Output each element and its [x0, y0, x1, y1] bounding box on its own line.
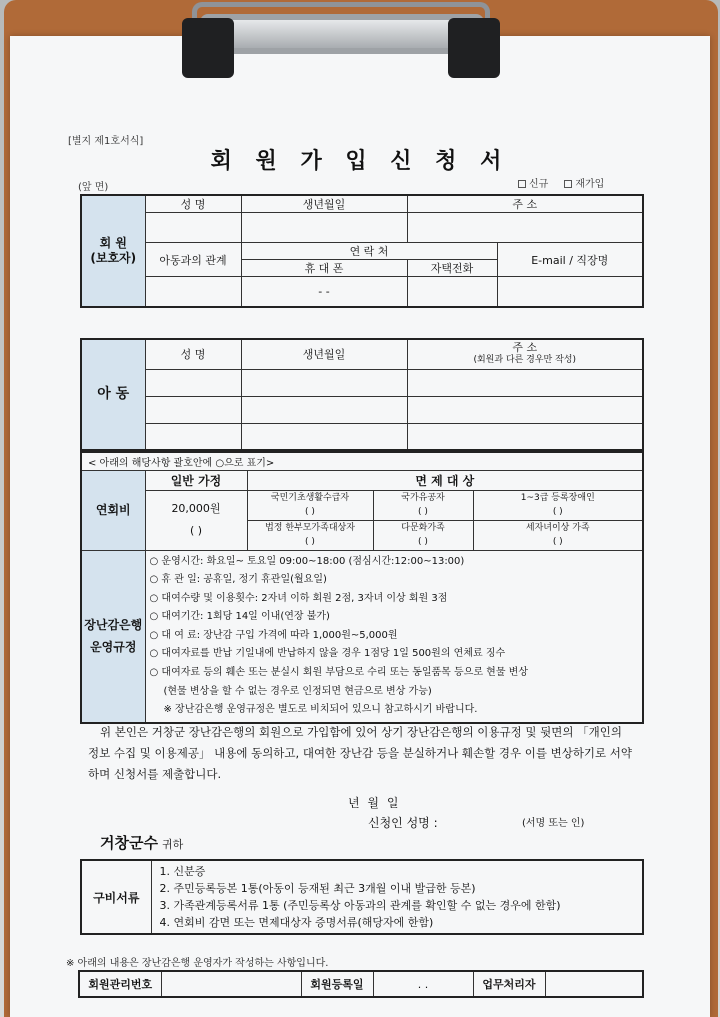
member-no-label: 회원관리번호: [79, 971, 161, 997]
child-name-field-1[interactable]: [145, 369, 241, 396]
cat3-paren: ( ): [552, 507, 563, 517]
cat4-paren: ( ): [305, 537, 315, 547]
fee-rules-table: [80, 451, 644, 724]
child-address-field-2[interactable]: [407, 396, 643, 423]
relation-label: 아동과의 관계: [145, 243, 241, 277]
child-address-label: 주 소: [512, 341, 538, 355]
child-birth-header: 생년월일: [241, 339, 407, 369]
sign-note: (서명 또는 인): [522, 818, 585, 829]
document-item: 3. 가족관계등록서류 1통 (주민등록상 아동과의 관계를 확인할 수 없는 경우에 한함): [159, 899, 561, 912]
pledge-text: 위 본인은 거창군 장난감은행의 회원으로 가입함에 있어 상기 장난감은행의 이용규정 및 뒷면의 「개인의 정보 수집 및 이용제공」 내용에 동의하고, 대여한 장난감 등을 분실하거나 훼손할 경우 이를 변상하기로 서약하며 신청서를 제출합니다.: [88, 725, 633, 781]
reg-date-label: 회원등록일: [301, 971, 373, 997]
member-address-header: 주 소: [407, 195, 643, 213]
member-birth-header: 생년월일: [241, 195, 407, 213]
member-no-field[interactable]: [161, 971, 301, 997]
home-phone-field[interactable]: [407, 277, 497, 307]
rule-line: ※ 장난감은행 운영규정은 별도로 비치되어 있으니 참고하시기 바랍니다.: [163, 704, 478, 716]
rule-line: ○ 휴 관 일: 공휴일, 정기 휴관일(월요일): [149, 574, 327, 586]
child-birth-field-2[interactable]: [241, 396, 407, 423]
child-address-field-1[interactable]: [407, 369, 643, 396]
recipient-name: 거창군수: [100, 834, 158, 852]
documents-header: 구비서류: [81, 860, 151, 934]
application-form: [10, 36, 710, 1017]
clip-plate: [200, 14, 484, 54]
form-title: 회 원 가 입 신 청 서: [210, 149, 510, 174]
child-name-field-3[interactable]: [145, 423, 241, 450]
applicant-label: 신청인 성명 :: [368, 816, 438, 830]
paper-sheet: [10, 36, 710, 1017]
front-label: (앞 면): [78, 182, 109, 193]
member-name-header: 성 명: [145, 195, 241, 213]
exempt-three-children[interactable]: [473, 520, 643, 550]
fee-amount: 20,000원: [171, 502, 221, 515]
document-item: 4. 연회비 감면 또는 면제대상자 증명서류(해당자에 한함): [159, 916, 434, 929]
mobile-header: 휴 대 폰: [241, 260, 407, 277]
member-birth-field[interactable]: [241, 213, 407, 243]
exempt-header: 면 제 대 상: [247, 470, 643, 490]
handler-field[interactable]: [545, 971, 643, 997]
fee-header: 연회비: [81, 470, 145, 550]
relation-field[interactable]: [145, 277, 241, 307]
rule-line: ○ 대여수량 및 이용횟수: 2자녀 이하 회원 2점, 3자녀 이상 회원 3점: [149, 592, 448, 604]
rejoin-checkbox[interactable]: [564, 175, 604, 190]
new-checkbox[interactable]: [518, 175, 548, 190]
admin-table: [78, 970, 644, 998]
date-line: 년 월 일: [348, 796, 401, 810]
form-label: [별지 제1호서식]: [68, 136, 144, 147]
member-name-field[interactable]: [145, 213, 241, 243]
member-table: [80, 194, 644, 308]
rule-line: (현물 변상을 할 수 없는 경우로 인정되면 현금으로 변상 가능): [163, 685, 432, 697]
cat6-label: 세자녀이상 가족: [525, 523, 590, 533]
fee-paren: ( ): [189, 524, 203, 537]
rule-line: ○ 대여기간: 1회당 14일 이내(연장 불가): [149, 611, 330, 623]
recipient: [100, 832, 183, 853]
child-birth-field-1[interactable]: [241, 369, 407, 396]
exempt-veteran[interactable]: [373, 490, 473, 520]
checkbox-icon: [564, 180, 572, 188]
home-phone-header: 자택전화: [407, 260, 497, 277]
clipboard-clip: [182, 2, 500, 76]
email-header: E-mail / 직장명: [497, 243, 643, 277]
cat5-paren: ( ): [418, 537, 428, 547]
documents-table: [80, 859, 644, 935]
rejoin-label: 재가입: [575, 179, 605, 190]
documents-list: [151, 860, 643, 934]
clip-cap-right: [448, 18, 500, 78]
child-table: [80, 338, 644, 451]
exempt-single-parent[interactable]: [247, 520, 373, 550]
child-address-header: [407, 339, 643, 369]
exempt-multicultural[interactable]: [373, 520, 473, 550]
child-address-field-3[interactable]: [407, 423, 643, 450]
cat2-label: 국가유공자: [401, 493, 445, 503]
cat5-label: 다문화가족: [401, 523, 445, 533]
operator-note: ※ 아래의 내용은 장난감은행 운영자가 작성하는 사항입니다.: [66, 958, 329, 969]
exempt-disabled[interactable]: [473, 490, 643, 520]
reg-date-field[interactable]: . .: [373, 971, 473, 997]
general-fee-cell[interactable]: [145, 490, 247, 550]
cat1-paren: ( ): [305, 507, 315, 517]
clip-cap-left: [182, 18, 234, 78]
rule-line: ○ 운영시간: 화요일~ 토요일 09:00~18:00 (점심시간:12:00~13:00): [149, 555, 465, 567]
rule-line: ○ 대여자료 등의 훼손 또는 분실시 회원 부담으로 수리 또는 동일품목 등으로 현물 변상: [149, 667, 528, 679]
contact-header: 연 락 처: [241, 243, 497, 260]
handler-label: 업무처리자: [473, 971, 545, 997]
new-label: 신규: [529, 179, 549, 190]
membership-type: [518, 175, 604, 190]
child-header: 아 동: [81, 339, 145, 450]
cat3-label: 1~3급 등록장애인: [520, 493, 595, 503]
cat1-label: 국민기초생활수급자: [270, 493, 350, 503]
exempt-basic-livelihood[interactable]: [247, 490, 373, 520]
rule-line: ○ 대 여 료: 장난감 구입 가격에 따라 1,000원~5,000원: [149, 629, 398, 641]
rule-line: ○ 대여자료를 반납 기일내에 반납하지 않을 경우 1점당 1일 500원의 연체료 징수: [149, 648, 506, 660]
mobile-field[interactable]: - -: [241, 277, 407, 307]
rules-list: [145, 550, 643, 723]
member-header: 회 원 (보호자): [81, 195, 145, 307]
document-item: 1. 신분증: [159, 865, 206, 878]
child-name-header: 성 명: [145, 339, 241, 369]
cat2-paren: ( ): [418, 507, 428, 517]
recipient-suffix: 귀하: [161, 838, 184, 851]
child-birth-field-3[interactable]: [241, 423, 407, 450]
cat4-label: 법정 한부모가족대상자: [265, 523, 355, 533]
cat6-paren: ( ): [552, 537, 563, 547]
document-item: 2. 주민등록등본 1통(아동이 등재된 최근 3개월 이내 발급한 등본): [159, 882, 476, 895]
notice-text: < 아래의 해당사항 괄호안에 ○으로 표기>: [81, 452, 643, 470]
member-address-field[interactable]: [407, 213, 643, 243]
rules-header: 장난감은행 운영규정: [81, 550, 145, 723]
child-address-note: (회원과 다른 경우만 작성): [473, 355, 577, 366]
checkbox-icon: [518, 180, 526, 188]
email-field[interactable]: [497, 277, 643, 307]
child-name-field-2[interactable]: [145, 396, 241, 423]
general-household-header: 일반 가정: [145, 470, 247, 490]
